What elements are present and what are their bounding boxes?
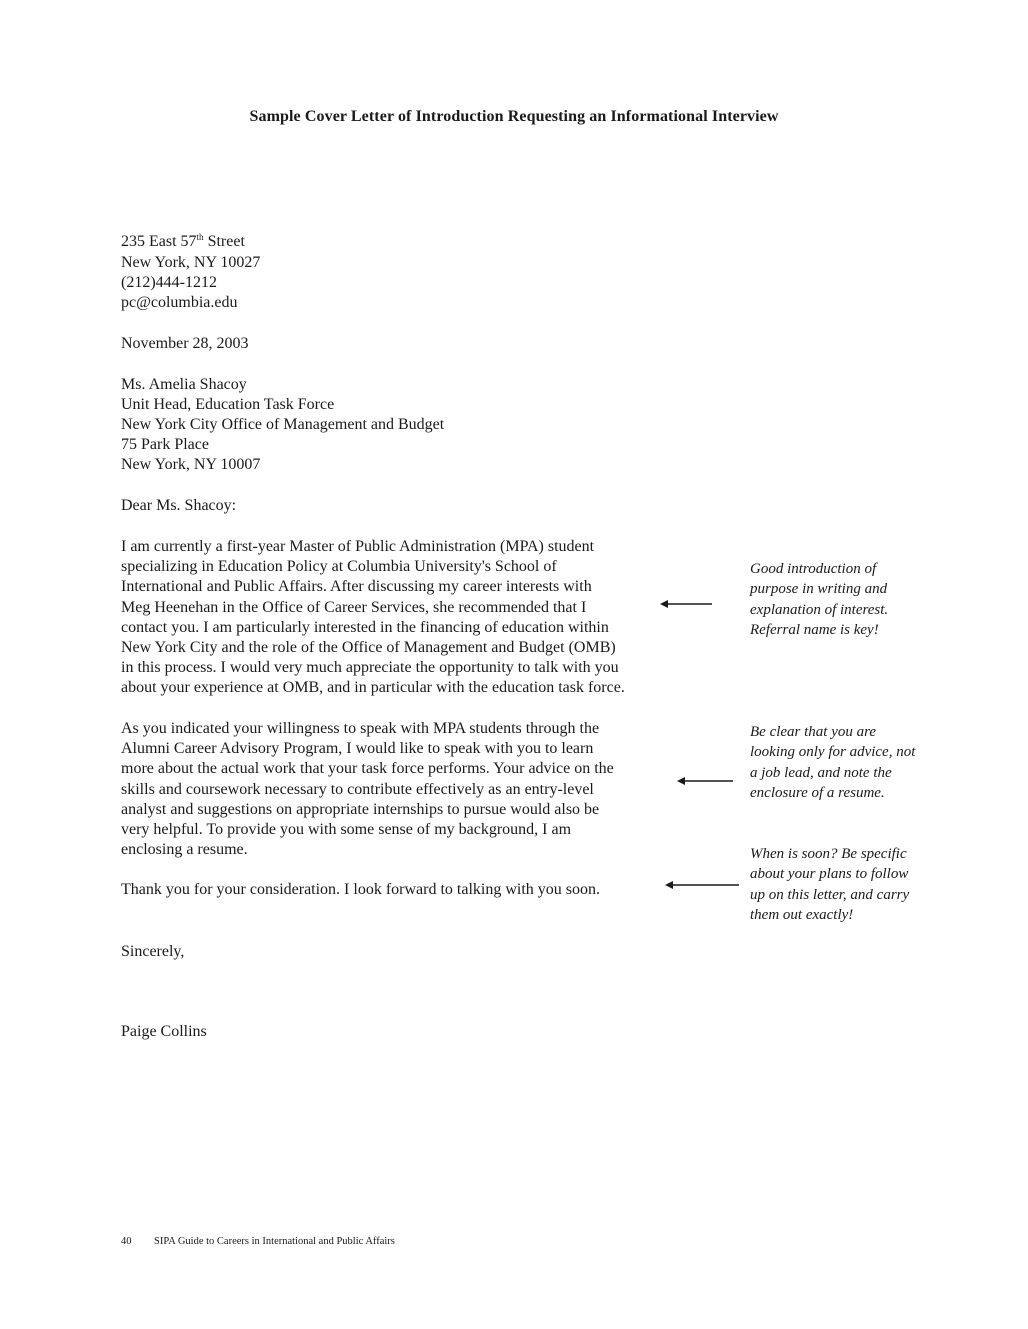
note-line: looking only for advice, not — [750, 744, 916, 761]
arrow-left-icon — [677, 776, 733, 786]
body-paragraph-2 — [121, 719, 614, 860]
salutation: Dear Ms. Shacoy: — [121, 497, 237, 514]
note-line: explanation of interest. — [750, 601, 889, 618]
sender-email: pc@columbia.edu — [121, 294, 238, 311]
arrow-left-icon — [665, 880, 739, 890]
letter-date: November 28, 2003 — [121, 335, 249, 352]
signature-name: Paige Collins — [121, 1023, 207, 1040]
sender-phone: (212)444-1212 — [121, 274, 217, 291]
paragraph-line: about your experience at OMB, and in particular with the education task force. — [121, 679, 625, 697]
sender-city: New York, NY 10027 — [121, 254, 261, 271]
note-line: up on this letter, and carry — [750, 886, 910, 903]
paragraph-line: specializing in Education Policy at Columbia University's School of — [121, 558, 557, 576]
page-footer — [121, 1236, 395, 1247]
paragraph-line: I am currently a first-year Master of Public Administration (MPA) student — [121, 538, 595, 555]
recipient-name: Ms. Amelia Shacoy — [121, 376, 247, 393]
note-line: Good introduction of — [750, 561, 877, 577]
note-line: When is soon? Be specific — [750, 846, 907, 862]
note-line: them out exactly! — [750, 907, 854, 924]
note-line: enclosure of a resume. — [750, 785, 885, 802]
recipient-street: 75 Park Place — [121, 436, 209, 453]
paragraph-line: As you indicated your willingness to speak with MPA students through the — [121, 720, 600, 737]
paragraph-line: New York City and the role of the Office of Management and Budget (OMB) — [121, 639, 616, 657]
paragraph-line: enclosing a resume. — [121, 841, 248, 859]
note-line: a job lead, and note the — [750, 764, 892, 781]
body-paragraph-1 — [121, 537, 625, 699]
paragraph-line: contact you. I am particularly interested in the financing of education within — [121, 618, 609, 636]
paragraph-line: analyst and suggestions on appropriate internships to pursue would also be — [121, 800, 600, 818]
arrow-left-icon — [660, 599, 712, 609]
footer-text: SIPA Guide to Careers in International and Public Affairs — [154, 1236, 395, 1247]
paragraph-line: Alumni Career Advisory Program, I would like to speak with you to learn — [121, 740, 594, 758]
sender-street: 235 East 57th Street — [121, 232, 245, 250]
document-title: Sample Cover Letter of Introduction Requesting an Informational Interview — [249, 108, 779, 125]
paragraph-line: in this process. I would very much appreciate the opportunity to talk with you — [121, 659, 619, 677]
note-line: Be clear that you are — [750, 724, 877, 740]
margin-note-1 — [750, 559, 888, 641]
note-line: about your plans to follow — [750, 866, 909, 883]
paragraph-line: very helpful. To provide you with some sense of my background, I am — [121, 821, 572, 839]
margin-note-3 — [750, 844, 909, 926]
paragraph-line: International and Public Affairs. After discussing my career interests with — [121, 578, 592, 596]
recipient-org: New York City Office of Management and Budget — [121, 416, 445, 433]
margin-note-2 — [750, 722, 915, 804]
body-paragraph-3: Thank you for your consideration. I look forward to talking with you soon. — [121, 881, 601, 898]
paragraph-line: more about the actual work that your task force performs. Your advice on the — [121, 760, 614, 778]
closing: Sincerely, — [121, 943, 185, 960]
note-line: Referral name is key! — [750, 622, 879, 639]
paragraph-line: Meg Heenehan in the Office of Career Services, she recommended that I — [121, 598, 587, 616]
recipient-title: Unit Head, Education Task Force — [121, 396, 335, 413]
page-number: 40 — [121, 1236, 132, 1247]
paragraph-line: skills and coursework necessary to contribute effectively as an entry-level — [121, 780, 594, 798]
note-line: purpose in writing and — [750, 581, 888, 598]
recipient-city: New York, NY 10007 — [121, 456, 261, 473]
